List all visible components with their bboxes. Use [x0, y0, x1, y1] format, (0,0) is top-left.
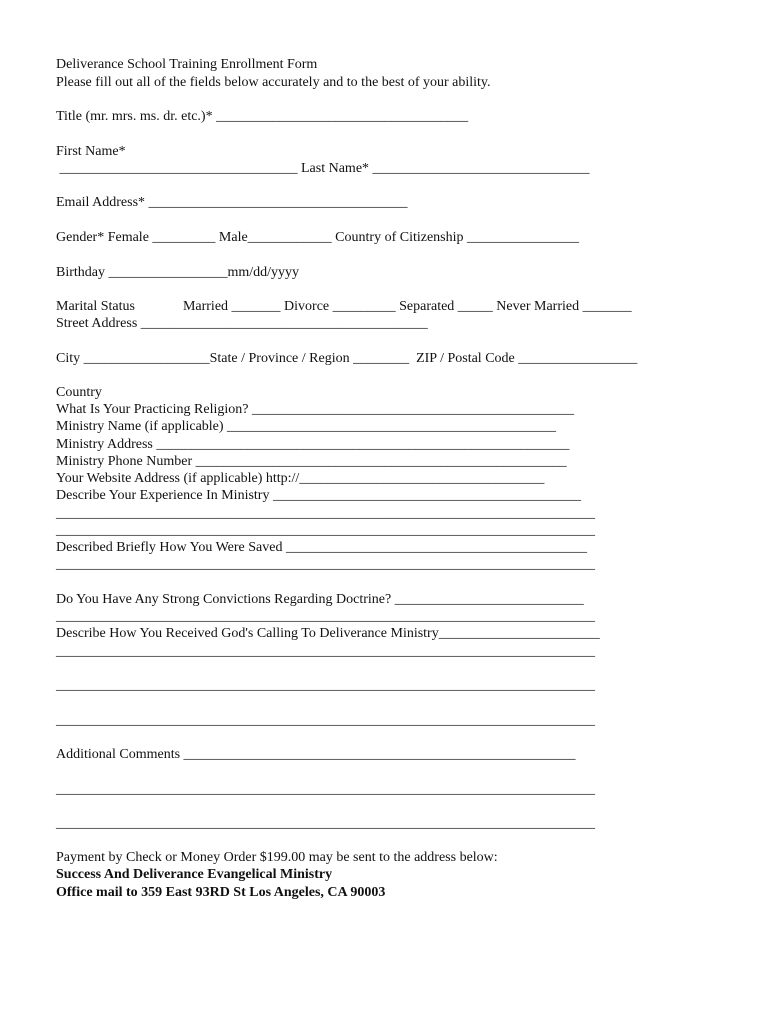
ministry-name-field[interactable]: Ministry Name (if applicable) _______________________________________________: [56, 419, 557, 434]
organization-name: Success And Deliverance Evangelical Ministry: [56, 867, 333, 882]
blank-line[interactable]: _____________________________________________________________________________: [56, 678, 595, 693]
religion-field[interactable]: What Is Your Practicing Religion? ______________________________________________: [56, 402, 574, 417]
saved-field[interactable]: Described Briefly How You Were Saved ___________________________________________: [56, 540, 587, 555]
email-field[interactable]: Email Address* _____________________________________: [56, 195, 408, 210]
calling-field[interactable]: Describe How You Received God's Calling To Deliverance Ministry_______________________: [56, 626, 600, 641]
doctrine-field[interactable]: Do You Have Any Strong Convictions Regarding Doctrine? ___________________________: [56, 592, 584, 607]
payment-instructions: Payment by Check or Money Order $199.00 may be sent to the address below:: [56, 850, 498, 865]
blank-line[interactable]: _____________________________________________________________________________: [56, 506, 595, 521]
first-name-label: First Name*: [56, 144, 126, 159]
country-label: Country: [56, 385, 102, 400]
blank-line[interactable]: _____________________________________________________________________________: [56, 816, 595, 831]
marital-status-field[interactable]: [56, 298, 632, 315]
form-instructions: Please fill out all of the fields below accurately and to the best of your ability.: [56, 75, 491, 90]
first-last-name-field[interactable]: __________________________________ Last Name* _______________________________: [56, 161, 590, 176]
additional-comments-field[interactable]: Additional Comments ________________________________________________________: [56, 747, 576, 762]
organization-address: Office mail to 359 East 93RD St Los Angeles, CA 90003: [56, 885, 386, 900]
blank-line[interactable]: _____________________________________________________________________________: [56, 644, 595, 659]
blank-line[interactable]: _____________________________________________________________________________: [56, 713, 595, 728]
marital-status-options[interactable]: Married _______ Divorce _________ Separated _____ Never Married _______: [182, 299, 632, 314]
street-address-field[interactable]: Street Address _________________________________________: [56, 316, 428, 331]
blank-line[interactable]: _____________________________________________________________________________: [56, 782, 595, 797]
city-state-zip-field[interactable]: City __________________State / Province / Region ________ ZIP / Postal Code _________________: [56, 351, 638, 366]
ministry-address-field[interactable]: Ministry Address ___________________________________________________________: [56, 437, 570, 452]
marital-status-label: Marital Status: [56, 299, 135, 314]
website-field[interactable]: Your Website Address (if applicable) http://___________________________________: [56, 471, 545, 486]
form-heading: Deliverance School Training Enrollment Form: [56, 57, 318, 72]
blank-line[interactable]: _____________________________________________________________________________: [56, 609, 595, 624]
ministry-phone-field[interactable]: Ministry Phone Number _____________________________________________________: [56, 454, 567, 469]
experience-field[interactable]: Describe Your Experience In Ministry ____________________________________________: [56, 488, 581, 503]
blank-line[interactable]: _____________________________________________________________________________: [56, 557, 595, 572]
title-field[interactable]: Title (mr. mrs. ms. dr. etc.)* ____________________________________: [56, 109, 469, 124]
blank-line[interactable]: _____________________________________________________________________________: [56, 523, 595, 538]
gender-citizenship-field[interactable]: Gender* Female _________ Male____________ Country of Citizenship ________________: [56, 230, 579, 245]
birthday-field[interactable]: Birthday _________________mm/dd/yyyy: [56, 265, 300, 280]
